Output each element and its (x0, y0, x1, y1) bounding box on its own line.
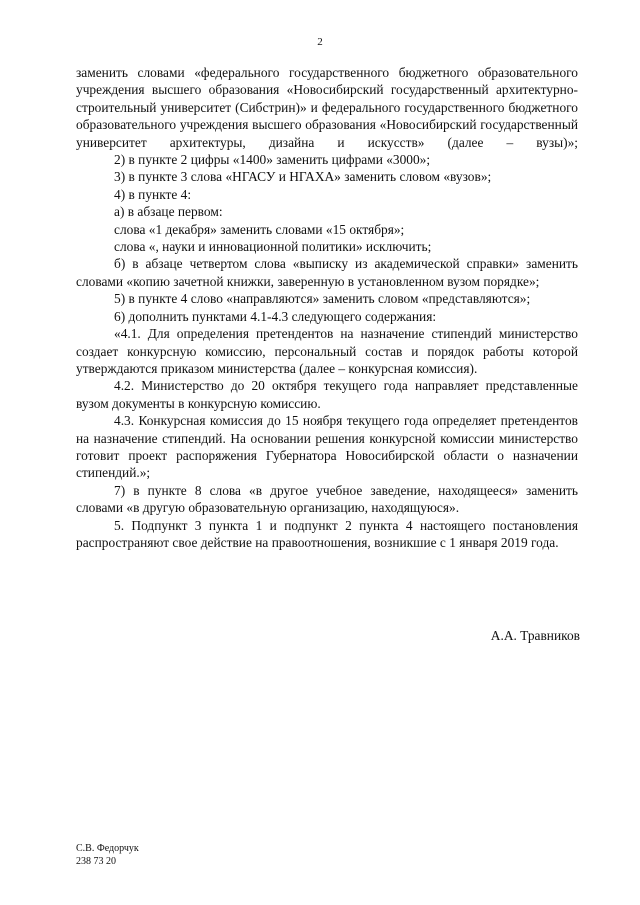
paragraph-item-6: 6) дополнить пунктами 4.1-4.3 следующего содержания: (114, 308, 437, 324)
paragraph-item-4: 4) в пункте 4: (114, 186, 192, 202)
paragraph-item-4a-line1: слова «1 декабря» заменить словами «15 октября»; (114, 221, 405, 237)
paragraph-item-4b: б) в абзаце четвертом слова «выписку из академической справки» заменить словами «копию зачетной книжки, заверенную в установленном вузом порядке»; (76, 256, 578, 289)
paragraph-item-3: 3) в пункте 3 слова «НГАСУ и НГАХА» заменить словом «вузов»; (114, 169, 492, 185)
document-body (76, 64, 578, 551)
paragraph-item-5: 5) в пункте 4 слово «направляются» заменить словом «представляются»; (114, 291, 531, 307)
paragraph-section-5: 5. Подпункт 3 пункта 1 и подпункт 2 пункта 4 настоящего постановления распространяют свое действие на правоотношения, возникшие с 1 января 2019 года. (76, 517, 578, 550)
paragraph-item-2: 2) в пункте 2 цифры «1400» заменить цифрами «3000»; (114, 152, 431, 168)
paragraph-clause-4-1: «4.1. Для определения претендентов на назначение стипендий министерство создает конкурсную комиссию, персональный состав и порядок работы которой утверждаются приказом министерства (далее – конкурсная комиссия). (76, 326, 578, 376)
executor-phone: 238 73 20 (76, 856, 116, 867)
paragraph-item-7: 7) в пункте 8 слова «в другое учебное заведение, находящееся» заменить словами «в другую образовательную организацию, находящуюся». (76, 482, 578, 516)
signature-name: А.А. Травников (490, 628, 580, 643)
paragraph-clause-4-2: 4.2. Министерство до 20 октября текущего года направляет представленные вузом документы в конкурсную комиссию. (76, 378, 578, 411)
paragraph-item-4a: а) в абзаце первом: (114, 204, 223, 220)
paragraph-vuzy-definition: заменить словами «федерального государственного бюджетного образовательного учреждения высшего образования «Новосибирский государственный архитектурно-строительный университет (Сибстрин)» и федерального государственного бюджетного образовательного учреждения высшего образования «Новосибирский государственный университет архитектуры, дизайна и искусств» (далее – вузы)»; (76, 65, 578, 150)
page-number: 2 (317, 36, 323, 48)
paragraph-item-4a-line2: слова «, науки и инновационной политики» исключить; (114, 239, 432, 255)
executor-name: С.В. Федорчук (76, 843, 139, 854)
executor-block (76, 842, 139, 868)
paragraph-clause-4-3: 4.3. Конкурсная комиссия до 15 ноября текущего года определяет претендентов на назначение стипендий. На основании решения конкурсной комиссии министерство готовит проект распоряжения Губернатора Новосибирской области о назначении стипендий.»; (76, 413, 578, 481)
